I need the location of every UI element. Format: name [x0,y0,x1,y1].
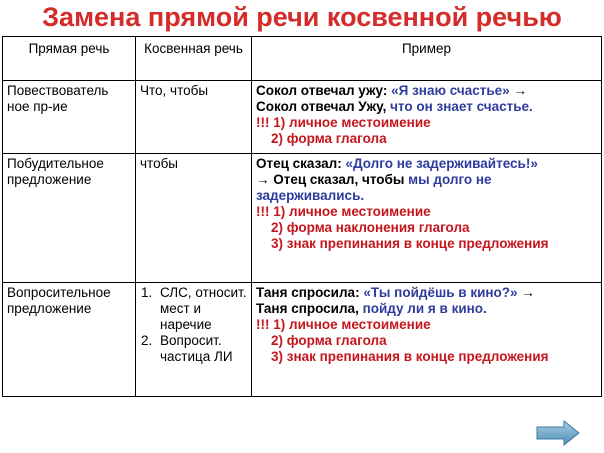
right-arrow-icon [536,420,580,446]
indirect-cell [136,283,252,397]
header-indirect: Косвенная речь [136,37,252,81]
note-line: !!! 1) личное местоимение [256,317,431,332]
page-title: Замена прямой речи косвенной речью [42,2,562,32]
note-line: 3) знак препинания в конце предложения [271,236,549,251]
next-slide-button[interactable] [536,420,580,446]
header-direct: Прямая речь [3,37,136,81]
example-cell [252,283,602,397]
header-example: Пример [252,37,602,81]
indirect-cell: Что, чтобы [136,81,252,154]
indirect-list [136,285,247,365]
note-line: !!! 1) личное местоимение [256,204,431,219]
table-row [3,81,602,154]
example-line-2: → Отец сказал, чтобы мы долго не задерживались. [256,172,492,203]
table-row [3,154,602,283]
indirect-cell: чтобы [136,154,252,283]
example-line-1: Отец сказал: «Долго не задерживайтесь!» [256,156,538,171]
example-cell [252,154,602,283]
example-line-2: Сокол отвечал Ужу, что он знает счастье. [256,99,533,114]
list-item: 2. Вопросит. частица ЛИ [156,333,247,365]
example-line-1: Таня спросила: «Ты пойдёшь в кино?» → [256,285,535,300]
header-row [3,37,602,81]
list-item: 1. СЛС, относит. мест и наречие [156,285,247,333]
note-line: 2) форма глагола [271,131,387,146]
speech-table [2,36,602,397]
note-line: !!! 1) личное местоимение [256,115,431,130]
direct-cell: Вопросительное предложение [3,283,136,397]
note-line: 2) форма глагола [271,333,387,348]
example-cell [252,81,602,154]
direct-cell: Побудительное предложение [3,154,136,283]
example-line-1: Сокол отвечал ужу: «Я знаю счастье» → [256,83,527,98]
note-line: 3) знак препинания в конце предложения [271,349,549,364]
table-row [3,283,602,397]
note-line: 2) форма наклонения глагола [271,220,470,235]
direct-cell: Повествователь ное пр-ие [3,81,136,154]
example-line-2: Таня спросила, пойду ли я в кино. [256,301,487,316]
